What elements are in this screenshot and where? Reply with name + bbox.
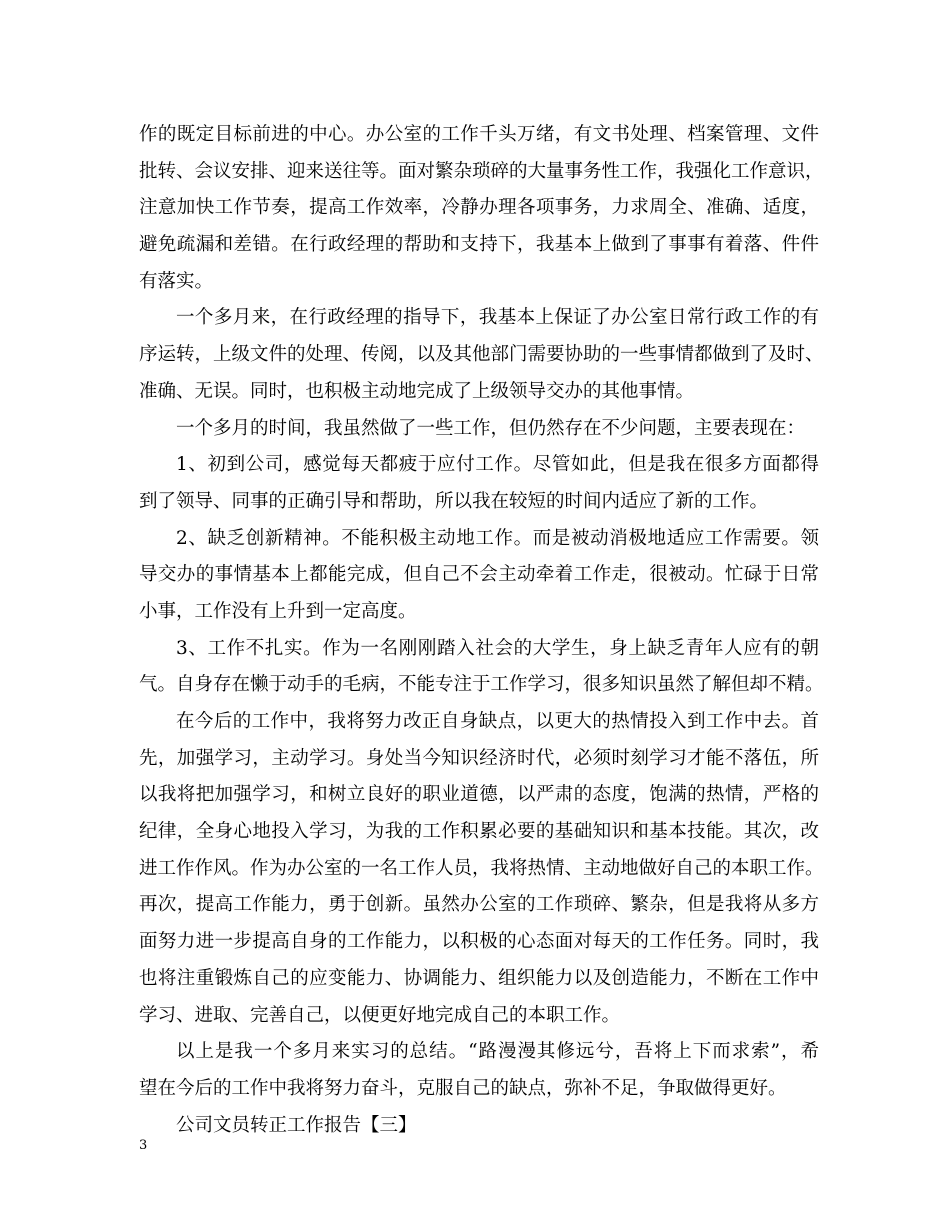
text-line: 再次，提高工作能力，勇于创新。虽然办公室的工作琐碎、繁杂，但是我将从多方 <box>139 894 819 916</box>
text-line: 也将注重锻炼自己的应变能力、协调能力、组织能力以及创造能力，不断在工作中 <box>139 967 819 989</box>
text-line: 气。自身存在懒于动手的毛病，不能专注于工作学习，很多知识虽然了解但却不精。 <box>139 674 824 696</box>
paragraph <box>139 411 819 448</box>
paragraph <box>139 117 824 300</box>
text-line: 到了领导、同事的正确引导和帮助，所以我在较短的时间内适应了新的工作。 <box>139 490 769 512</box>
text-line: 在今后的工作中，我将努力改正自身缺点，以更大的热情投入到工作中去。首 <box>176 711 819 732</box>
text-line: 望在今后的工作中我将努力奋斗，克服自己的缺点，弥补不足，争取做得更好。 <box>139 1077 787 1099</box>
paragraph <box>139 704 824 1034</box>
text-line: 序运转，上级文件的处理、传阅，以及其他部门需要协助的一些事情都做到了及时、 <box>139 344 824 366</box>
text-line: 一个多月来，在行政经理的指导下，我基本上保证了办公室日常行政工作的有 <box>176 307 819 329</box>
text-line: 1、初到公司，感觉每天都疲于应付工作。尽管如此，但是我在很多方面都得 <box>176 454 819 476</box>
text-line: 一个多月的时间，我虽然做了一些工作，但仍然存在不少问题，主要表现在： <box>176 417 806 439</box>
paragraph <box>139 631 824 704</box>
text-line: 作的既定目标前进的中心。办公室的工作千头万绪，有文书处理、档案管理、文件 <box>139 124 819 145</box>
text-line: 避免疏漏和差错。在行政经理的帮助和支持下，我基本上做到了事事有着落、件件 <box>139 234 819 256</box>
paragraph <box>139 1108 819 1145</box>
text-line: 导交办的事情基本上都能完成，但自己不会主动牵着工作走，很被动。忙碌于日常 <box>139 564 819 586</box>
paragraph <box>139 1034 819 1107</box>
text-line: 批转、会议安排、迎来送往等。面对繁杂琐碎的大量事务性工作，我强化工作意识， <box>139 160 824 182</box>
text-line: 学习、进取、完善自己，以便更好地完成自己的本职工作。 <box>139 1004 621 1026</box>
text-line: 3、工作不扎实。作为一名刚刚踏入社会的大学生，身上缺乏青年人应有的朝 <box>176 637 819 659</box>
text-line: 公司文员转正工作报告【三】 <box>176 1114 417 1136</box>
text-line: 进工作作风。作为办公室的一名工作人员，我将热情、主动地做好自己的本职工作。 <box>139 857 824 879</box>
document-body <box>139 117 824 1144</box>
text-line: 注意加快工作节奏，提高工作效率，冷静办理各项事务，力求周全、准确、适度， <box>139 197 819 219</box>
text-line: 纪律，全身心地投入学习，为我的工作积累必要的基础知识和基本技能。其次，改 <box>139 821 819 843</box>
paragraph <box>139 300 824 410</box>
paragraph <box>139 521 819 631</box>
page-number: 3 <box>139 1138 148 1153</box>
text-line: 准确、无误。同时，也积极主动地完成了上级领导交办的其他事情。 <box>139 380 695 402</box>
paragraph <box>139 447 819 520</box>
text-line: 先，加强学习，主动学习。身处当今知识经济时代，必须时刻学习才能不落伍，所 <box>139 747 819 769</box>
text-line: 以我将把加强学习，和树立良好的职业道德，以严肃的态度，饱满的热情，严格的 <box>139 784 819 806</box>
text-line: 以上是我一个多月来实习的总结。“路漫漫其修远兮，吾将上下而求索”，希 <box>176 1041 819 1063</box>
text-line: 2、缺乏创新精神。不能积极主动地工作。而是被动消极地适应工作需要。领 <box>176 527 819 549</box>
text-line: 有落实。 <box>139 270 214 292</box>
text-line: 小事，工作没有上升到一定高度。 <box>139 600 417 622</box>
text-line: 面努力进一步提高自身的工作能力，以积极的心态面对每天的工作任务。同时，我 <box>139 931 819 953</box>
